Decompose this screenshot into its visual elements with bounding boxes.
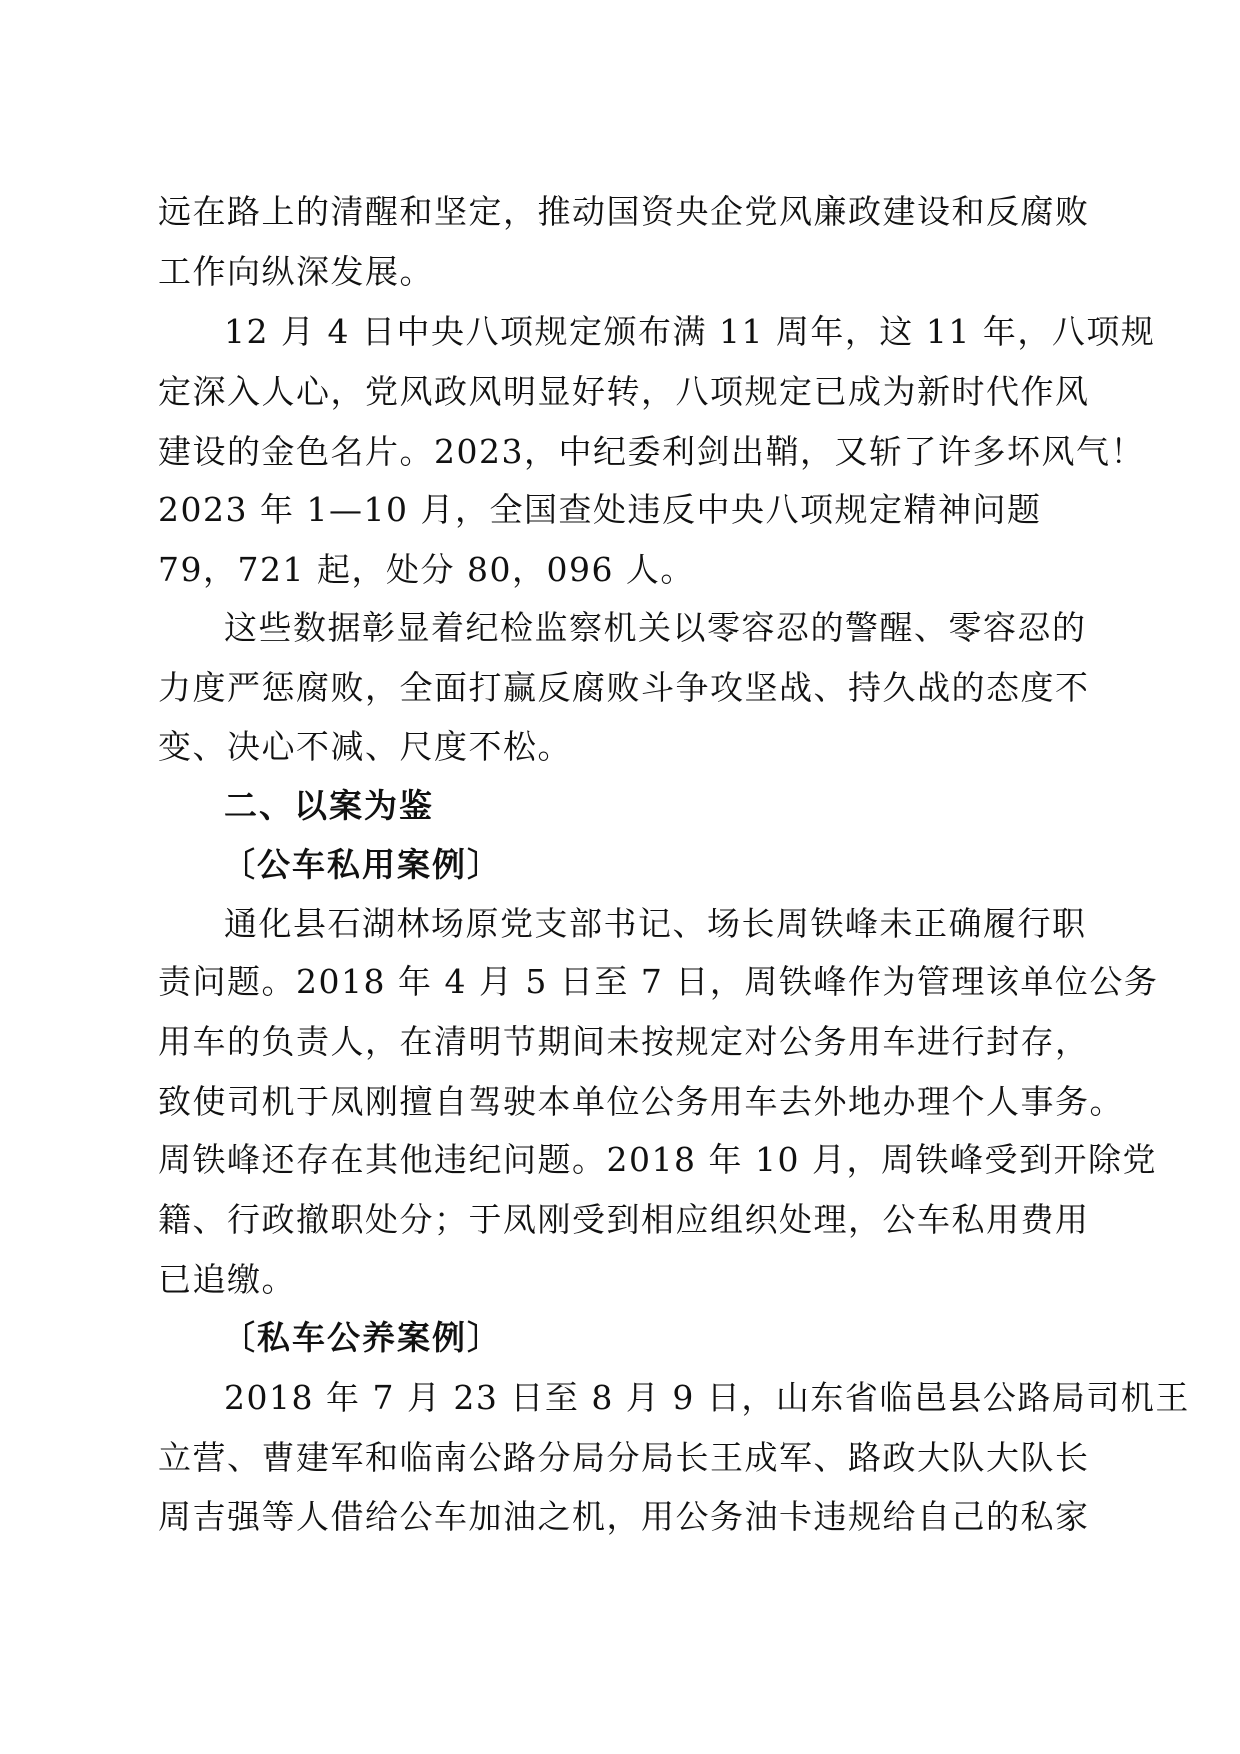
paragraph-line: 致使司机于凤刚擅自驾驶本单位公务用车去外地办理个人事务。 bbox=[158, 1082, 1124, 1121]
paragraph-line: 通化县石湖林场原党支部书记、场长周铁峰未正确履行职 bbox=[224, 904, 1087, 943]
paragraph-line: 79，721 起，处分 80，096 人。 bbox=[158, 550, 695, 589]
paragraph-line: 责问题。2018 年 4 月 5 日至 7 日，周铁峰作为管理该单位公务 bbox=[158, 962, 1159, 1001]
section-heading: 二、以案为鉴 bbox=[224, 786, 434, 825]
paragraph-line: 定深入人心，党风政风明显好转，八项规定已成为新时代作风 bbox=[158, 372, 1090, 411]
paragraph-line: 2018 年 7 月 23 日至 8 月 9 日，山东省临邑县公路局司机王 bbox=[224, 1378, 1190, 1417]
case-heading: 〔公车私用案例〕 bbox=[222, 845, 502, 884]
paragraph-line: 2023 年 1—10 月，全国查处违反中央八项规定精神问题 bbox=[158, 490, 1042, 529]
paragraph-line: 已追缴。 bbox=[158, 1260, 296, 1299]
paragraph-line: 变、决心不减、尺度不松。 bbox=[158, 727, 572, 766]
paragraph-line: 远在路上的清醒和坚定，推动国资央企党风廉政建设和反腐败 bbox=[158, 192, 1090, 231]
paragraph-line: 建设的金色名片。2023，中纪委利剑出鞘，又斩了许多坏风气！ bbox=[158, 432, 1145, 471]
case-heading: 〔私车公养案例〕 bbox=[222, 1318, 502, 1357]
paragraph-line: 力度严惩腐败，全面打赢反腐败斗争攻坚战、持久战的态度不 bbox=[158, 668, 1090, 707]
paragraph-line: 周吉强等人借给公车加油之机，用公务油卡违规给自己的私家 bbox=[158, 1497, 1090, 1536]
paragraph-line: 12 月 4 日中央八项规定颁布满 11 周年，这 11 年，八项规 bbox=[224, 312, 1156, 351]
paragraph-line: 周铁峰还存在其他违纪问题。2018 年 10 月，周铁峰受到开除党 bbox=[158, 1140, 1157, 1179]
paragraph-line: 籍、行政撤职处分；于凤刚受到相应组织处理，公车私用费用 bbox=[158, 1200, 1090, 1239]
paragraph-line: 这些数据彰显着纪检监察机关以零容忍的警醒、零容忍的 bbox=[224, 608, 1087, 647]
paragraph-line: 工作向纵深发展。 bbox=[158, 252, 434, 291]
paragraph-line: 立营、曹建军和临南公路分局分局长王成军、路政大队大队长 bbox=[158, 1438, 1090, 1477]
paragraph-line: 用车的负责人，在清明节期间未按规定对公务用车进行封存， bbox=[158, 1022, 1090, 1061]
